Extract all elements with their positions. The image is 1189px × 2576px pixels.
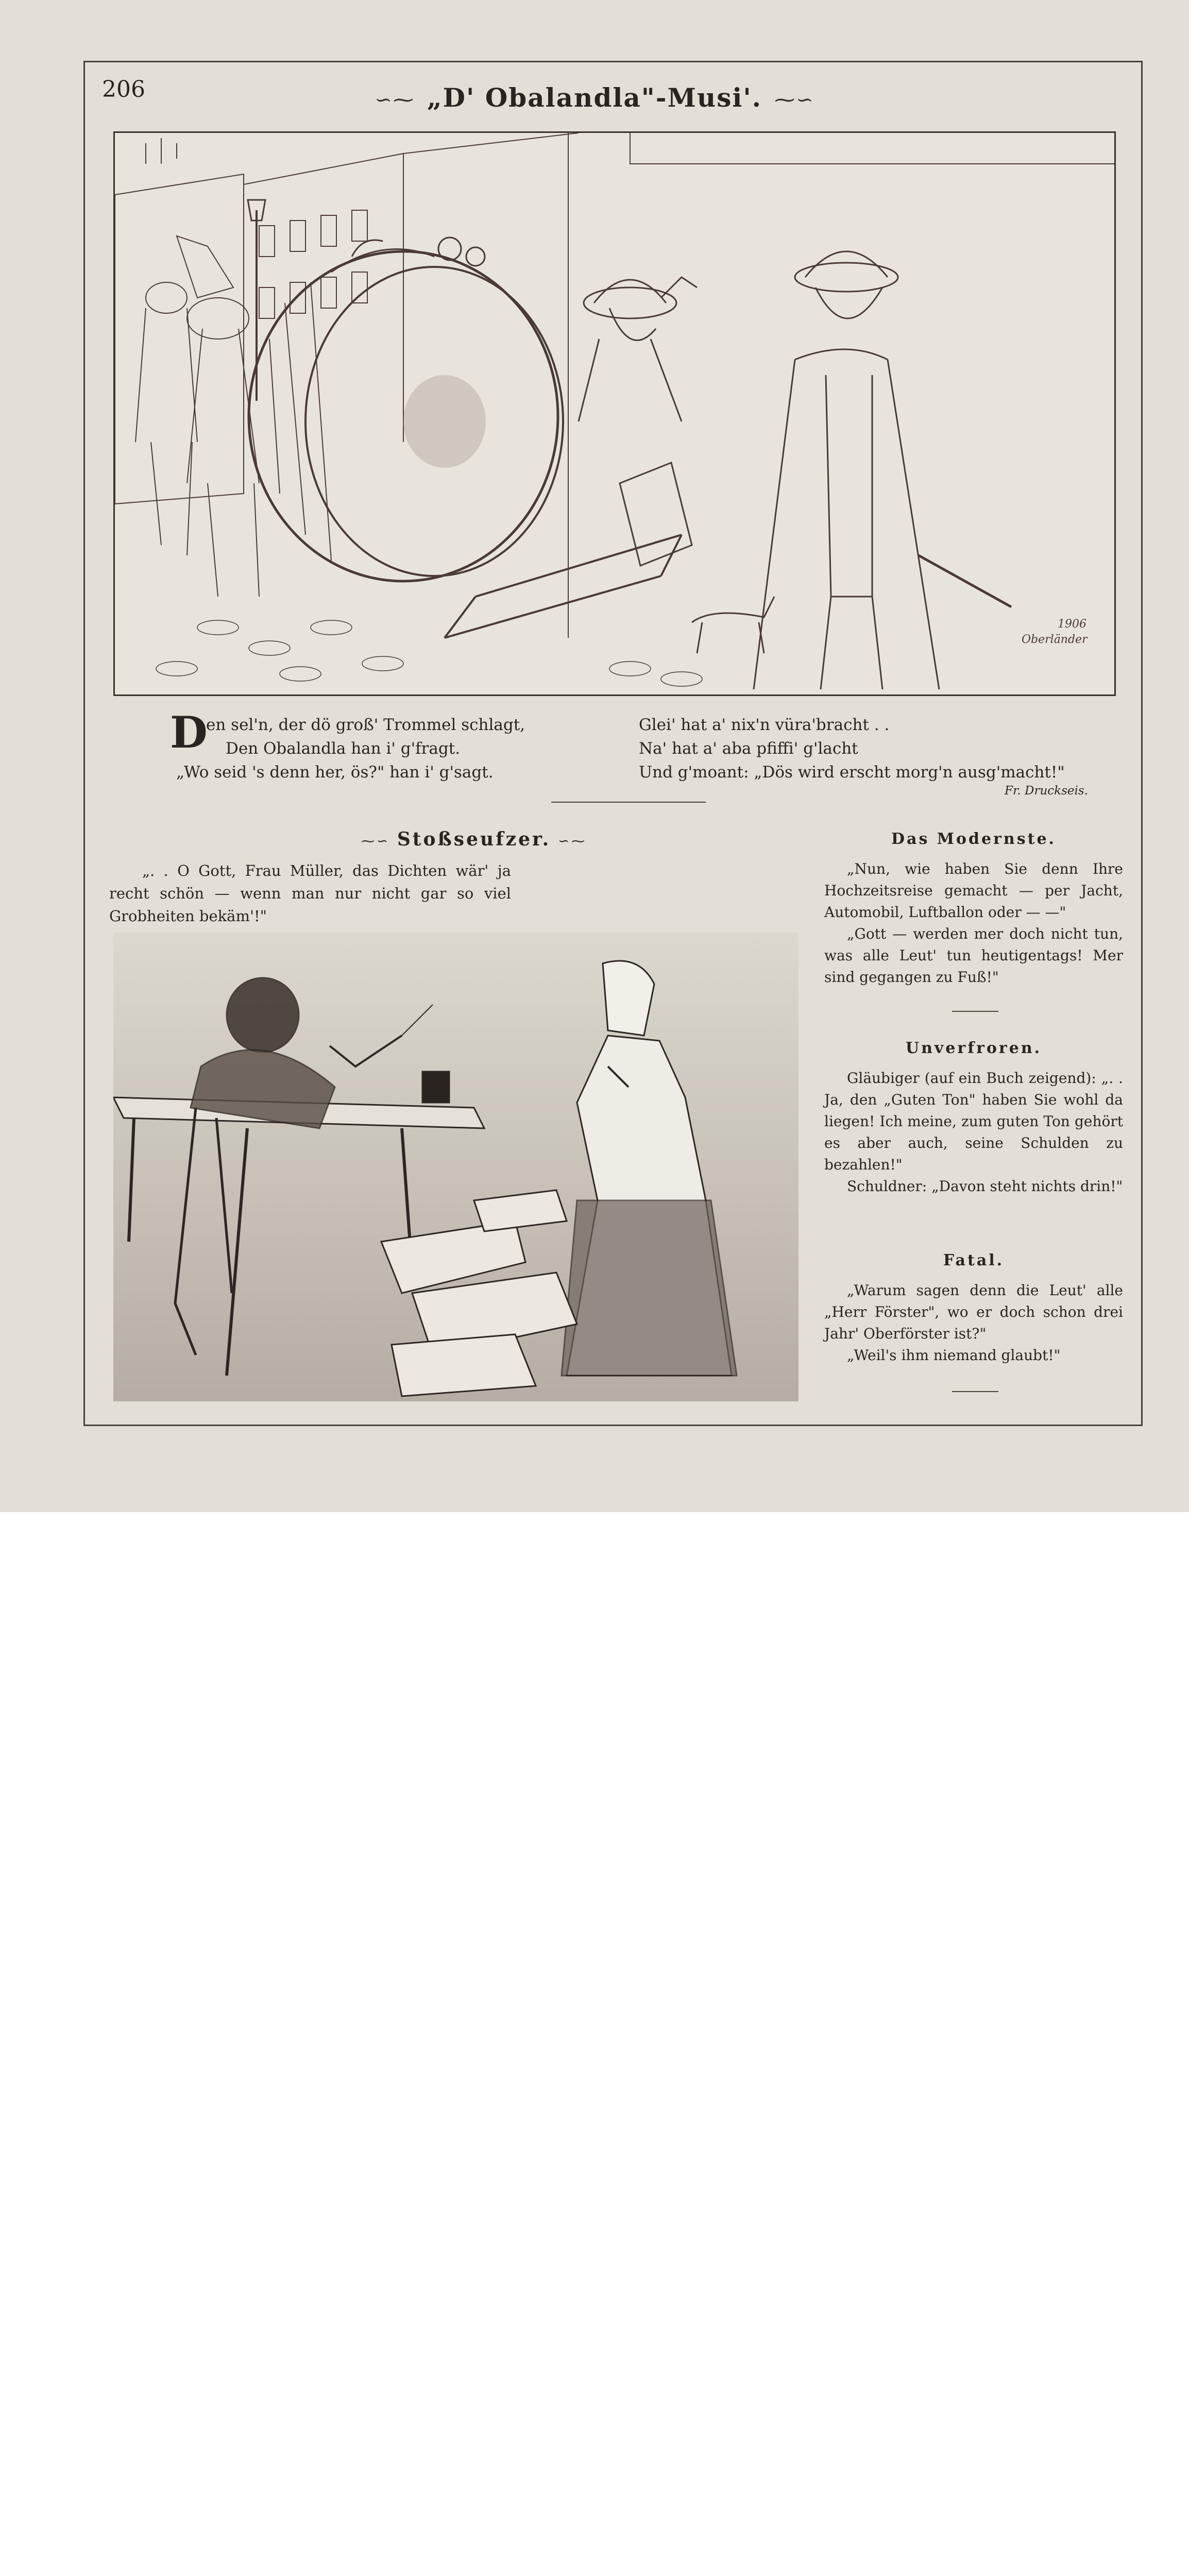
modernste-paragraph-2: „Gott — werden mer doch nicht tun, was alle Leut' tun heutigentags! Mer sind gegangen zu Fuß!" — [824, 925, 1123, 986]
footer-bar — [0, 1512, 1189, 1602]
stoss-title — [319, 828, 629, 850]
poem-left-line-2: Den Obalandla han i' g'fragt. — [226, 739, 461, 758]
writer-drawing — [113, 933, 799, 1401]
fatal-paragraph-1: „Warum sagen denn die Leut' alle „Herr Förster", wo er doch schon drei Jahr' Oberförster ist?" — [824, 1282, 1123, 1342]
unverfroren-section — [824, 1038, 1123, 1197]
unverfroren-heading: Unverfroren. — [905, 1039, 1042, 1057]
left-ornament-icon: ∽⁓ — [375, 88, 415, 112]
drummer-illustration — [113, 131, 1116, 696]
modernste-section — [824, 828, 1123, 988]
section-divider — [952, 1011, 998, 1012]
page-title-text: „D' Obalandla"-Musi'. — [427, 82, 762, 113]
poem-left-column — [176, 713, 525, 784]
section-divider — [551, 802, 706, 803]
writer-illustration — [113, 933, 799, 1401]
drummer-drawing — [115, 133, 1114, 694]
stoss-text — [109, 859, 511, 927]
unverfroren-paragraph-2: Schuldner: „Davon steht nichts drin!" — [847, 1178, 1123, 1195]
stoss-paragraph: „. . O Gott, Frau Müller, das Dichten wär' ja recht schön — wenn man nur nicht gar so viel Grobheiten bekäm'!" — [109, 862, 511, 925]
section-divider — [952, 1391, 998, 1392]
right-ornament-icon: ⁓∽ — [774, 88, 814, 112]
left-ornament-icon: ⁓∽ — [361, 834, 390, 849]
poem-right-line-1: Glei' hat a' nix'n vüra'bracht . . — [639, 716, 890, 734]
signature-name: Oberländer — [1022, 633, 1088, 646]
modernste-paragraph-1: „Nun, wie haben Sie denn Ihre Hochzeitsreise gemacht — per Jacht, Automobil, Luftballon oder — —" — [824, 860, 1123, 921]
poem-left-line-3: „Wo seid 's denn her, ös?" han i' g'sagt. — [176, 763, 494, 782]
signature-year: 1906 — [1058, 618, 1086, 631]
stoss-title-text: Stoßseufzer. — [397, 828, 551, 850]
unverfroren-paragraph-1: Gläubiger (auf ein Buch zeigend): „. . Ja, den „Guten Ton" haben Sie wohl da liegen! Ich meine, zum guten Ton gehört es aber auch, seine Schulden zu bezahlen!" — [824, 1070, 1123, 1173]
poem-left-line-1: en sel'n, der dö groß' Trommel schlagt, — [206, 716, 525, 734]
poem-right-line-3: Und g'moant: „Dös wird erscht morg'n ausg'macht!" — [639, 763, 1065, 782]
modernste-heading: Das Modernste. — [891, 830, 1056, 848]
page-number: 206 — [102, 76, 145, 103]
fatal-paragraph-2: „Weil's ihm niemand glaubt!" — [847, 1347, 1061, 1364]
poem-right-column — [639, 713, 1065, 784]
right-ornament-icon: ∽⁓ — [558, 834, 587, 849]
fatal-heading: Fatal. — [943, 1251, 1005, 1269]
poem-right-line-2: Na' hat a' aba pfiffi' g'lacht — [639, 739, 858, 758]
poem-author: Fr. Druckseis. — [1005, 784, 1088, 798]
page-title — [0, 82, 1189, 113]
poem-dropcap: D — [170, 707, 208, 758]
fatal-section — [824, 1250, 1123, 1366]
